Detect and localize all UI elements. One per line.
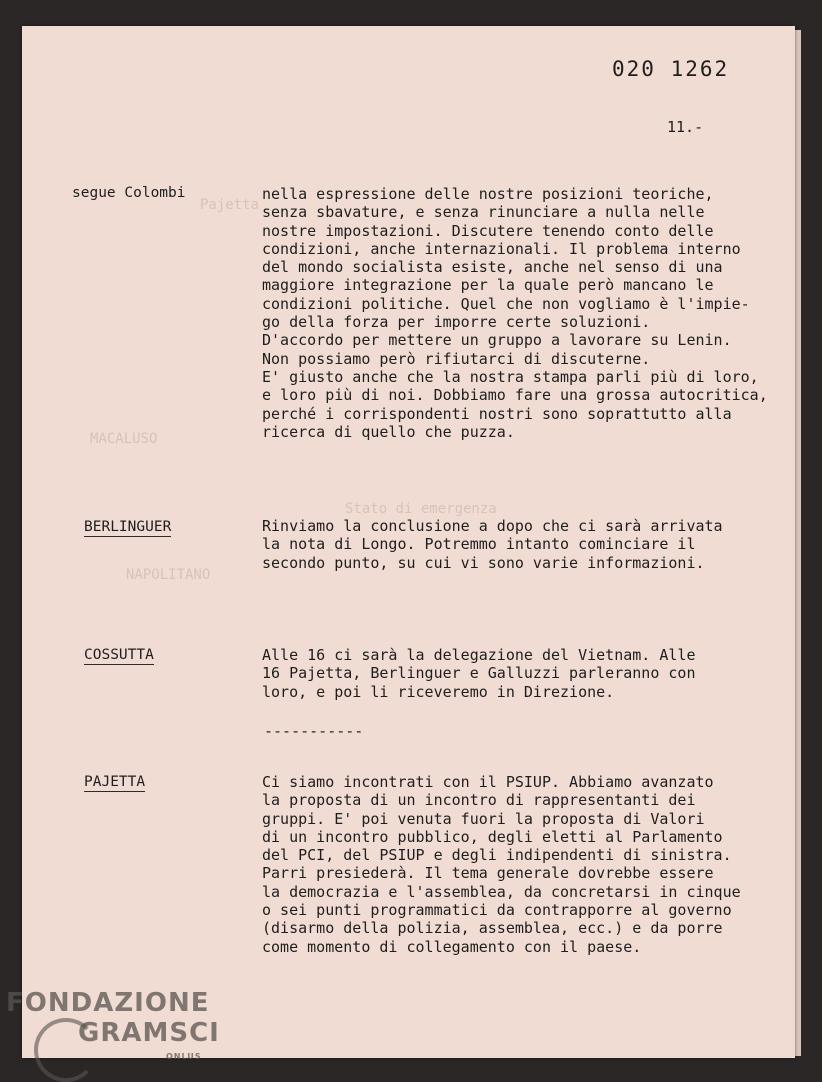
text-line: nostre impostazioni. Discutere tenendo conto delle — [262, 221, 714, 240]
bleed-through-text: MACALUSO — [90, 431, 158, 447]
speech-block — [262, 773, 792, 956]
text-line: ricerca di quello che puzza. — [262, 422, 515, 441]
bleed-through-text: Pajetta — [200, 197, 260, 213]
watermark-line-1: FONDAZIONE — [6, 988, 210, 1018]
text-line: go della forza per imporre certe soluzioni. — [262, 313, 651, 332]
page-edge — [795, 30, 801, 1056]
speaker-label: segue Colombi — [72, 185, 186, 201]
speech-block — [262, 185, 792, 441]
text-line: del PCI, del PSIUP e degli indipendenti di sinistra. — [262, 846, 732, 865]
text-line: senza sbavature, e senza rinunciare a nulla nelle — [262, 203, 705, 222]
text-line: condizioni politiche. Quel che non vogliamo è l'impie- — [262, 294, 750, 313]
text-line: E' giusto anche che la nostra stampa parli più di loro, — [262, 367, 759, 386]
text-line: D'accordo per mettere un gruppo a lavorare su Lenin. — [262, 331, 732, 350]
text-line: o sei punti programmatici da contrapporre al governo — [262, 901, 732, 920]
text-line: Alle 16 ci sarà la delegazione del Vietnam. Alle — [262, 646, 696, 664]
text-line: Non possiamo però rifiutarci di discuterne. — [262, 349, 651, 368]
text-line: Parri presiederà. Il tema generale dovrebbe essere — [262, 864, 714, 883]
text-line: e loro più di noi. Dobbiamo fare una grossa autocritica, — [262, 386, 768, 405]
text-line: perché i corrispondenti nostri sono soprattutto alla — [262, 404, 732, 423]
document-number: 020 1262 — [612, 57, 730, 81]
text-line: di un incontro pubblico, degli eletti al Parlamento — [262, 827, 723, 846]
text-line: la proposta di un incontro di rappresentanti dei — [262, 791, 696, 810]
bleed-through-text: NAPOLITANO — [126, 567, 211, 583]
separator-line: ----------- — [264, 722, 364, 740]
page-number: 11.- — [667, 118, 704, 136]
text-line: loro, e poi li riceveremo in Direzione. — [262, 682, 615, 701]
text-line: del mondo socialista esiste, anche nel senso di una — [262, 258, 723, 277]
text-line: (disarmo della polizia, assemblea, ecc.) e da porre — [262, 919, 723, 938]
text-line: secondo punto, su cui vi sono varie informazioni. — [262, 553, 705, 572]
watermark-line-2: GRAMSCI — [78, 1018, 220, 1048]
text-line: la nota di Longo. Potremmo intanto cominciare il — [262, 535, 696, 554]
text-line: la democrazia e l'assemblea, da concretarsi in cinque — [262, 882, 741, 901]
text-line: Rinviamo la conclusione a dopo che ci sarà arrivata — [262, 517, 723, 535]
bleed-through-text: Stato di emergenza — [345, 501, 497, 517]
text-line: maggiore integrazione per la quale però mancano le — [262, 276, 714, 295]
text-line: condizioni, anche internazionali. Il problema interno — [262, 239, 741, 258]
text-line: come momento di collegamento con il paese. — [262, 937, 642, 956]
text-line: Ci siamo incontrati con il PSIUP. Abbiamo avanzato — [262, 773, 714, 791]
speaker-label: BERLINGUER — [84, 519, 172, 535]
text-line: 16 Pajetta, Berlinguer e Galluzzi parleranno con — [262, 664, 696, 683]
watermark-logo — [6, 988, 220, 1061]
speech-block — [262, 646, 792, 701]
speech-block — [262, 517, 792, 572]
text-line: nella espressione delle nostre posizioni teoriche, — [262, 185, 714, 203]
speaker-label: COSSUTTA — [84, 647, 154, 663]
watermark-line-3: ONLUS — [166, 1052, 202, 1061]
text-line: gruppi. E' poi venuta fuori la proposta di Valori — [262, 809, 705, 828]
speaker-label: PAJETTA — [84, 774, 146, 790]
